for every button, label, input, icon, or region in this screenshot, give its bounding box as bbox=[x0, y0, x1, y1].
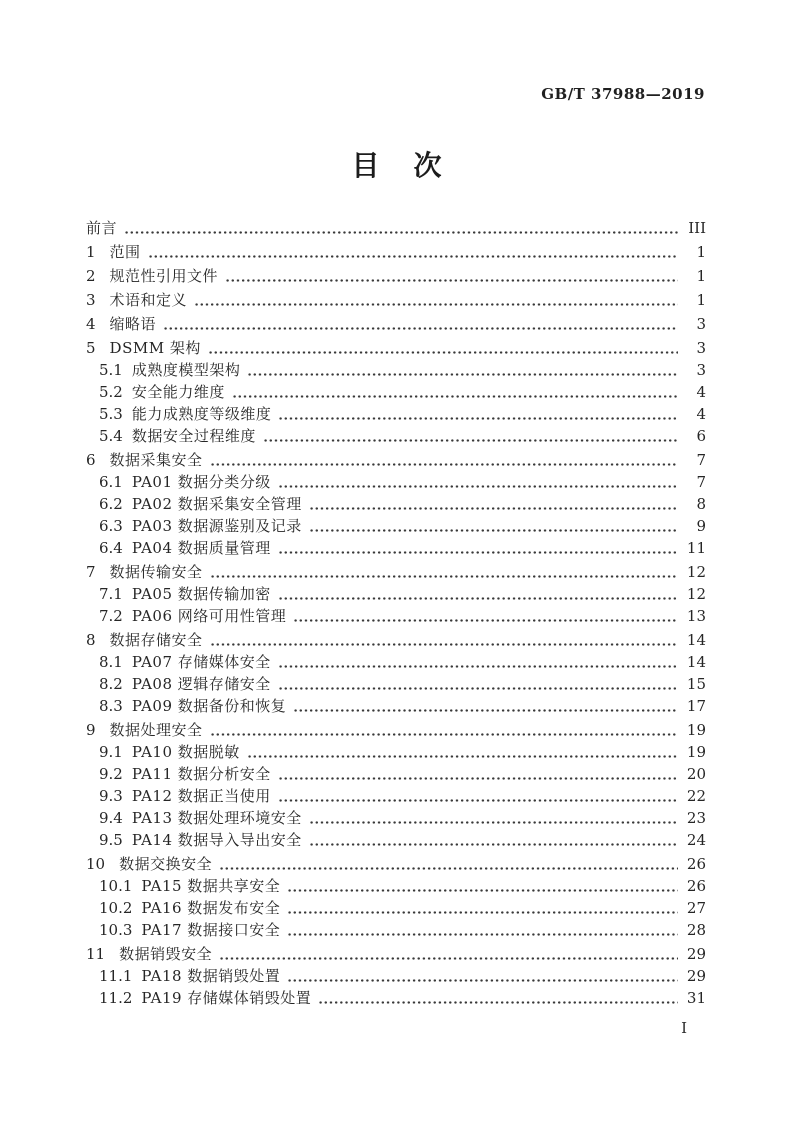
toc-entry-page-number: 11 bbox=[686, 539, 706, 557]
toc-entry-label: 数据销毁安全 bbox=[119, 945, 213, 963]
toc-entry-page-number: 13 bbox=[686, 607, 706, 625]
toc-entry-number: 10.3 bbox=[99, 921, 133, 939]
toc-entry-number: 2 bbox=[86, 267, 96, 285]
toc-entry-number: 8.2 bbox=[99, 675, 123, 693]
dot-leader bbox=[278, 651, 678, 673]
toc-entry-page-number: 20 bbox=[686, 765, 706, 783]
toc-entry-number: 4 bbox=[86, 315, 96, 333]
toc-entry-label: 前言 bbox=[86, 219, 118, 237]
toc-entry-number: 8.1 bbox=[99, 653, 123, 671]
toc-entry-number: 5.1 bbox=[99, 361, 123, 379]
toc-entry-label: PA17 数据接口安全 bbox=[141, 921, 281, 939]
toc-entry bbox=[86, 313, 706, 335]
toc-entry bbox=[86, 829, 706, 851]
dot-leader bbox=[309, 829, 678, 851]
toc-entry bbox=[86, 493, 706, 515]
toc-entry-number: 5.4 bbox=[99, 427, 123, 445]
toc-entry-number: 8 bbox=[86, 631, 96, 649]
toc-entry-page-number: 26 bbox=[686, 855, 706, 873]
toc-entry-label: PA04 数据质量管理 bbox=[131, 539, 271, 557]
table-of-contents bbox=[86, 217, 706, 1009]
toc-entry-page-number: 19 bbox=[686, 721, 706, 739]
dot-leader bbox=[287, 875, 678, 897]
toc-entry-number: 9.5 bbox=[99, 831, 123, 849]
toc-entry bbox=[86, 965, 706, 987]
dot-leader bbox=[293, 605, 678, 627]
toc-entry-number: 9.1 bbox=[99, 743, 123, 761]
dot-leader bbox=[287, 919, 678, 941]
toc-entry-label: PA11 数据分析安全 bbox=[131, 765, 271, 783]
toc-entry-number: 1 bbox=[86, 243, 96, 261]
toc-entry-page-number: 23 bbox=[686, 809, 706, 827]
page-title bbox=[0, 144, 793, 184]
toc-entry-label: 数据安全过程维度 bbox=[131, 427, 256, 445]
toc-entry-label: PA01 数据分类分级 bbox=[131, 473, 271, 491]
toc-entry-label: 能力成熟度等级维度 bbox=[131, 405, 272, 423]
toc-entry-page-number: 28 bbox=[686, 921, 706, 939]
dot-leader bbox=[318, 987, 678, 1009]
dot-leader bbox=[263, 425, 678, 447]
toc-entry-label: 安全能力维度 bbox=[131, 383, 225, 401]
toc-entry-page-number: 27 bbox=[686, 899, 706, 917]
toc-entry-page-number: 9 bbox=[696, 517, 706, 535]
toc-entry-number: 9.4 bbox=[99, 809, 123, 827]
dot-leader bbox=[163, 313, 678, 335]
toc-entry bbox=[86, 289, 706, 311]
dot-leader bbox=[247, 741, 678, 763]
toc-entry-number: 5 bbox=[86, 339, 96, 357]
toc-entry bbox=[86, 853, 706, 875]
toc-entry-page-number: 7 bbox=[696, 473, 706, 491]
toc-entry-number: 8.3 bbox=[99, 697, 123, 715]
toc-entry-number: 9.3 bbox=[99, 787, 123, 805]
toc-entry-label: PA08 逻辑存储安全 bbox=[131, 675, 271, 693]
toc-entry-page-number: 1 bbox=[696, 267, 706, 285]
toc-entry-page-number: 8 bbox=[696, 495, 706, 513]
toc-entry-page-number: 3 bbox=[696, 361, 706, 379]
toc-entry bbox=[86, 337, 706, 359]
toc-entry-page-number: 17 bbox=[686, 697, 706, 715]
toc-entry-number: 7 bbox=[86, 563, 96, 581]
toc-entry-page-number: 14 bbox=[686, 653, 706, 671]
toc-entry bbox=[86, 605, 706, 627]
toc-entry bbox=[86, 919, 706, 941]
toc-entry-label: 术语和定义 bbox=[109, 291, 188, 309]
dot-leader bbox=[232, 381, 678, 403]
dot-leader bbox=[278, 403, 678, 425]
toc-entry bbox=[86, 807, 706, 829]
toc-entry-page-number: 1 bbox=[696, 243, 706, 261]
toc-entry-number: 10.2 bbox=[99, 899, 133, 917]
toc-entry bbox=[86, 943, 706, 965]
toc-entry bbox=[86, 629, 706, 651]
toc-entry-number: 6.1 bbox=[99, 473, 123, 491]
toc-entry-page-number: 24 bbox=[686, 831, 706, 849]
toc-entry bbox=[86, 741, 706, 763]
toc-entry-label: PA06 网络可用性管理 bbox=[131, 607, 287, 625]
toc-entry-label: PA18 数据销毁处置 bbox=[141, 967, 281, 985]
toc-entry-page-number: 3 bbox=[696, 339, 706, 357]
toc-entry bbox=[86, 537, 706, 559]
toc-entry bbox=[86, 673, 706, 695]
toc-entry-number: 3 bbox=[86, 291, 96, 309]
toc-entry-page-number: 1 bbox=[696, 291, 706, 309]
toc-entry-page-number: 4 bbox=[696, 405, 706, 423]
toc-entry-number: 6.4 bbox=[99, 539, 123, 557]
toc-entry-page-number: 6 bbox=[696, 427, 706, 445]
dot-leader bbox=[247, 359, 678, 381]
toc-entry-label: PA10 数据脱敏 bbox=[131, 743, 240, 761]
toc-entry-label: PA02 数据采集安全管理 bbox=[131, 495, 302, 513]
dot-leader bbox=[278, 673, 678, 695]
toc-entry-number: 5.3 bbox=[99, 405, 123, 423]
toc-entry bbox=[86, 583, 706, 605]
toc-entry-page-number: 12 bbox=[686, 563, 706, 581]
page-title-char-2: 次 bbox=[413, 149, 442, 182]
toc-entry-page-number: 19 bbox=[686, 743, 706, 761]
toc-entry bbox=[86, 449, 706, 471]
toc-entry bbox=[86, 897, 706, 919]
toc-entry-number: 11 bbox=[86, 945, 106, 963]
toc-entry-label: 数据采集安全 bbox=[109, 451, 203, 469]
folio-page-number: I bbox=[681, 1019, 687, 1037]
dot-leader bbox=[124, 217, 678, 239]
dot-leader bbox=[210, 561, 678, 583]
toc-entry bbox=[86, 425, 706, 447]
toc-entry-page-number: 29 bbox=[686, 967, 706, 985]
dot-leader bbox=[278, 785, 678, 807]
toc-entry bbox=[86, 241, 706, 263]
toc-entry bbox=[86, 651, 706, 673]
toc-entry bbox=[86, 515, 706, 537]
dot-leader bbox=[287, 965, 678, 987]
toc-entry-page-number: 3 bbox=[696, 315, 706, 333]
dot-leader bbox=[225, 265, 678, 287]
toc-entry bbox=[86, 561, 706, 583]
dot-leader bbox=[309, 515, 678, 537]
dot-leader bbox=[309, 493, 678, 515]
toc-entry-number: 9 bbox=[86, 721, 96, 739]
toc-entry-label: PA19 存储媒体销毁处置 bbox=[141, 989, 312, 1007]
toc-entry-number: 11.2 bbox=[99, 989, 133, 1007]
toc-entry-label: 数据传输安全 bbox=[109, 563, 203, 581]
standard-number-header: GB/T 37988—2019 bbox=[541, 85, 705, 103]
toc-entry bbox=[86, 763, 706, 785]
toc-entry-label: 数据处理安全 bbox=[109, 721, 203, 739]
toc-entry-label: 缩略语 bbox=[109, 315, 157, 333]
dot-leader bbox=[208, 337, 678, 359]
toc-entry-page-number: 7 bbox=[696, 451, 706, 469]
dot-leader bbox=[210, 629, 678, 651]
toc-entry bbox=[86, 359, 706, 381]
toc-entry-label: DSMM 架构 bbox=[109, 339, 201, 357]
dot-leader bbox=[278, 537, 678, 559]
toc-entry-label: PA12 数据正当使用 bbox=[131, 787, 271, 805]
toc-entry-number: 7.1 bbox=[99, 585, 123, 603]
toc-entry-label: PA09 数据备份和恢复 bbox=[131, 697, 287, 715]
toc-entry-page-number: 31 bbox=[686, 989, 706, 1007]
toc-entry-page-number: 22 bbox=[686, 787, 706, 805]
toc-entry bbox=[86, 875, 706, 897]
dot-leader bbox=[219, 853, 678, 875]
dot-leader bbox=[194, 289, 678, 311]
toc-entry-page-number: III bbox=[688, 219, 706, 237]
toc-entry-label: 数据存储安全 bbox=[109, 631, 203, 649]
toc-entry-label: PA16 数据发布安全 bbox=[141, 899, 281, 917]
toc-entry-label: PA05 数据传输加密 bbox=[131, 585, 271, 603]
toc-entry bbox=[86, 403, 706, 425]
toc-entry-label: PA15 数据共享安全 bbox=[141, 877, 281, 895]
toc-entry-number: 5.2 bbox=[99, 383, 123, 401]
toc-entry-label: PA07 存储媒体安全 bbox=[131, 653, 271, 671]
toc-entry bbox=[86, 471, 706, 493]
dot-leader bbox=[293, 695, 678, 717]
toc-entry-page-number: 14 bbox=[686, 631, 706, 649]
toc-entry-page-number: 15 bbox=[686, 675, 706, 693]
toc-entry-label: PA13 数据处理环境安全 bbox=[131, 809, 302, 827]
toc-entry-label: 数据交换安全 bbox=[119, 855, 213, 873]
toc-entry-number: 6.3 bbox=[99, 517, 123, 535]
toc-entry-label: 范围 bbox=[109, 243, 141, 261]
toc-entry-page-number: 12 bbox=[686, 585, 706, 603]
toc-entry bbox=[86, 217, 706, 239]
dot-leader bbox=[278, 471, 678, 493]
toc-entry-number: 10.1 bbox=[99, 877, 133, 895]
toc-entry bbox=[86, 381, 706, 403]
toc-entry-page-number: 4 bbox=[696, 383, 706, 401]
toc-entry-page-number: 29 bbox=[686, 945, 706, 963]
toc-entry-number: 11.1 bbox=[99, 967, 133, 985]
dot-leader bbox=[219, 943, 678, 965]
toc-entry-page-number: 26 bbox=[686, 877, 706, 895]
dot-leader bbox=[278, 583, 678, 605]
toc-entry bbox=[86, 987, 706, 1009]
toc-entry-label: 成熟度模型架构 bbox=[131, 361, 241, 379]
page-title-char-1: 目 bbox=[351, 149, 380, 182]
dot-leader bbox=[148, 241, 678, 263]
dot-leader bbox=[309, 807, 678, 829]
toc-entry-label: PA03 数据源鉴别及记录 bbox=[131, 517, 302, 535]
toc-entry bbox=[86, 265, 706, 287]
toc-entry-number: 10 bbox=[86, 855, 106, 873]
toc-entry-label: PA14 数据导入导出安全 bbox=[131, 831, 302, 849]
toc-entry-label: 规范性引用文件 bbox=[109, 267, 219, 285]
dot-leader bbox=[278, 763, 678, 785]
dot-leader bbox=[210, 449, 678, 471]
dot-leader bbox=[210, 719, 678, 741]
toc-entry-number: 7.2 bbox=[99, 607, 123, 625]
toc-entry bbox=[86, 695, 706, 717]
toc-entry bbox=[86, 719, 706, 741]
toc-entry-number: 6 bbox=[86, 451, 96, 469]
dot-leader bbox=[287, 897, 678, 919]
toc-entry-number: 9.2 bbox=[99, 765, 123, 783]
toc-entry-number: 6.2 bbox=[99, 495, 123, 513]
toc-entry bbox=[86, 785, 706, 807]
